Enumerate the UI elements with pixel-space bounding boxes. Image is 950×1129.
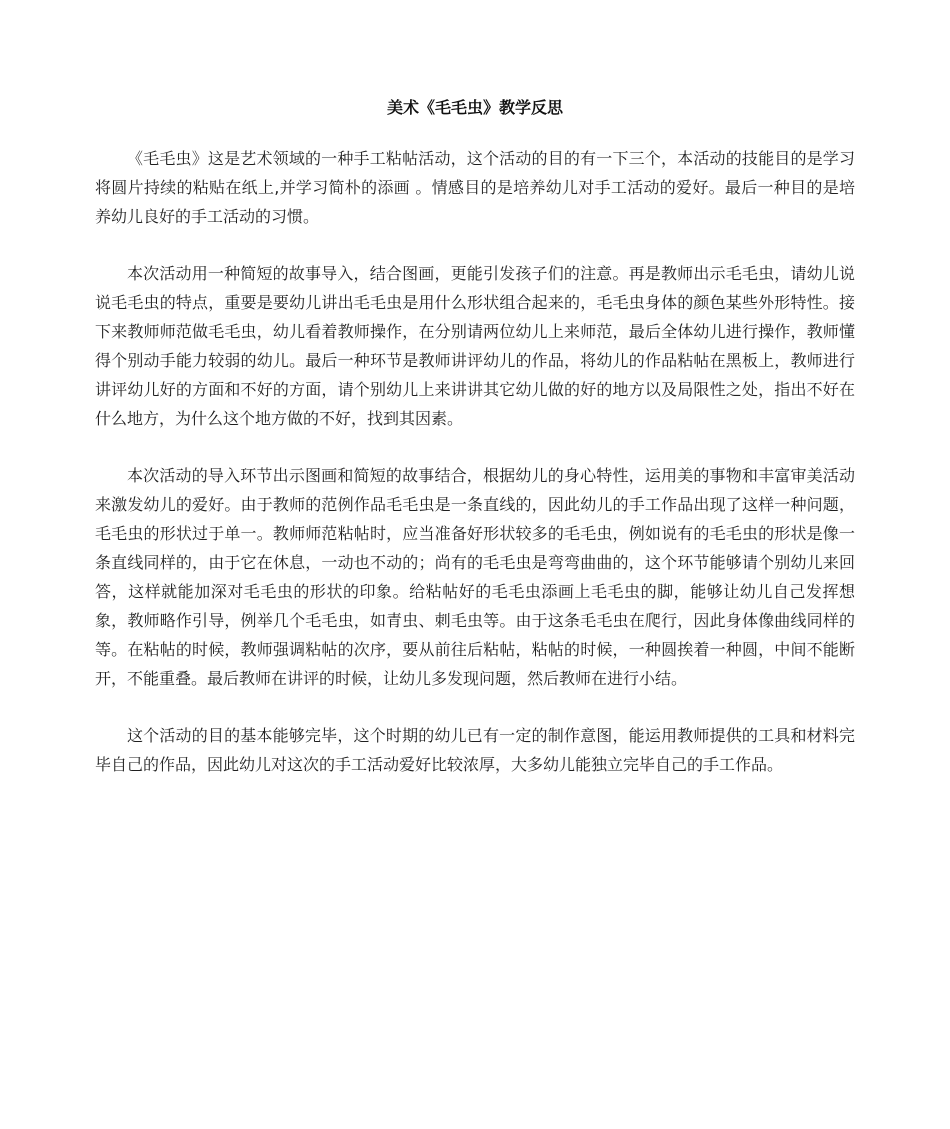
document-body (95, 96, 855, 807)
paragraph-1: 《毛毛虫》这是艺术领域的一种手工粘帖活动，这个活动的目的有一下三个，本活动的技能目的是学习将圆片持续的粘贴在纸上,并学习简朴的添画 。情感目的是培养幼儿对手工活动的爱好。最后一种目的是培养幼儿良好的手工活动的习惯。 (95, 149, 855, 226)
document-title: 美术《毛毛虫》教学反思 (386, 98, 563, 117)
paragraph-2: 本次活动用一种简短的故事导入，结合图画，更能引发孩子们的注意。再是教师出示毛毛虫，请幼儿说说毛毛虫的特点，重要是要幼儿讲出毛毛虫是用什么形状组合起来的，毛毛虫身体的颜色某些外形特性。接下来教师师范做毛毛虫，幼儿看着教师操作，在分别请两位幼儿上来师范，最后全体幼儿进行操作，教师懂得个别动手能力较弱的幼儿。最后一种环节是教师讲评幼儿的作品，将幼儿的作品粘帖在黑板上，教师进行讲评幼儿好的方面和不好的方面，请个别幼儿上来讲讲其它幼儿做的好的地方以及局限性之处，指出不好在什么地方，为什么这个地方做的不好，找到其因素。 (95, 264, 855, 428)
paragraph-3: 本次活动的导入环节出示图画和简短的故事结合，根据幼儿的身心特性，运用美的事物和丰富审美活动来激发幼儿的爱好。由于教师的范例作品毛毛虫是一条直线的，因此幼儿的手工作品出现了这样一种问题，毛毛虫的形状过于单一。教师师范粘帖时，应当准备好形状较多的毛毛虫，例如说有的毛毛虫的形状是像一条直线同样的，由于它在休息，一动也不动的；尚有的毛毛虫是弯弯曲曲的，这个环节能够请个别幼儿来回答，这样就能加深对毛毛虫的形状的印象。给粘帖好的毛毛虫添画上毛毛虫的脚，能够让幼儿自己发挥想象，教师略作引导，例举几个毛毛虫，如青虫、刺毛虫等。由于这条毛毛虫在爬行，因此身体像曲线同样的等。在粘帖的时候，教师强调粘帖的次序，要从前往后粘帖，粘帖的时候，一种圆挨着一种圆，中间不能断开，不能重叠。最后教师在讲评的时候，让幼儿多发现问题，然后教师在进行小结。 (95, 466, 855, 688)
paragraph-4: 这个活动的目的基本能够完毕，这个时期的幼儿已有一定的制作意图，能运用教师提供的工具和材料完毕自己的作品，因此幼儿对这次的手工活动爱好比较浓厚，大多幼儿能独立完毕自己的手工作品。 (95, 726, 855, 774)
